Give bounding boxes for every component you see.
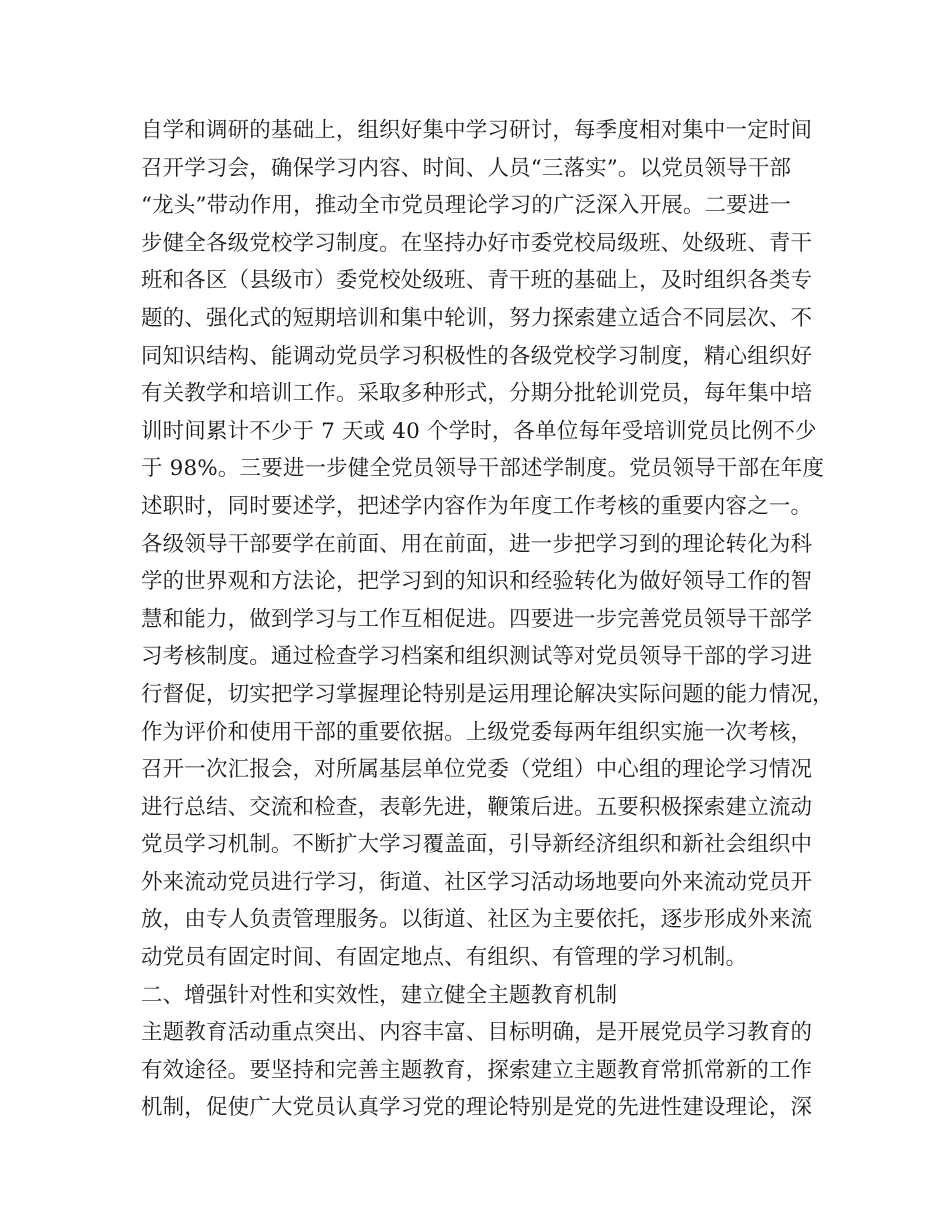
- text-line: 党员学习机制。不断扩大学习覆盖面，引导新经济组织和新社会组织中: [141, 832, 813, 858]
- text-line: 机制，促使广大党员认真学习党的理论特别是党的先进性建设理论，深: [141, 1095, 813, 1121]
- text-line: 班和各区（县级市）委党校处级班、青干班的基础上，及时组织各类专: [141, 268, 813, 294]
- text-line: 作为评价和使用干部的重要依据。上级党委每两年组织实施一次考核，: [141, 719, 813, 745]
- text-line: 行督促，切实把学习掌握理论特别是运用理论解决实际问题的能力情况，: [141, 681, 834, 707]
- text-line: 慧和能力，做到学习与工作互相促进。四要进一步完善党员领导干部学: [141, 606, 813, 632]
- text-line: 同知识结构、能调动党员学习积极性的各级党校学习制度，精心组织好: [141, 343, 813, 369]
- text-line: “龙头”带动作用，推动全市党员理论学习的广泛深入开展。二要进一: [141, 193, 792, 219]
- text-line: 召开一次汇报会，对所属基层单位党委（党组）中心组的理论学习情况: [141, 757, 813, 783]
- text-line: 训时间累计不少于 7 天或 40 个学时，各单位每年受培训党员比例不少: [141, 418, 817, 444]
- text-line: 有关教学和培训工作。采取多种形式，分期分批轮训党员，每年集中培: [141, 381, 813, 407]
- text-line: 述职时，同时要述学，把述学内容作为年度工作考核的重要内容之一。: [141, 493, 813, 519]
- text-line: 学的世界观和方法论，把学习到的知识和经验转化为做好领导工作的智: [141, 569, 813, 595]
- text-line: 召开学习会，确保学习内容、时间、人员“三落实”。以党员领导干部: [141, 155, 792, 181]
- document-body: [141, 112, 841, 1127]
- text-line: 于 98%。三要进一步健全党员领导干部述学制度。党员领导干部在年度: [141, 456, 825, 482]
- text-line: 自学和调研的基础上，组织好集中学习研讨，每季度相对集中一定时间: [141, 118, 813, 143]
- text-line: 动党员有固定时间、有固定地点、有组织、有管理的学习机制。: [141, 945, 748, 971]
- text-line: 有效途径。要坚持和完善主题教育，探索建立主题教育常抓常新的工作: [141, 1057, 813, 1083]
- text-line: 各级领导干部要学在前面、用在前面，进一步把学习到的理论转化为科: [141, 531, 813, 557]
- section-heading: 二、增强针对性和实效性，建立健全主题教育机制: [141, 982, 618, 1008]
- text-line: 步健全各级党校学习制度。在坚持办好市委党校局级班、处级班、青干: [141, 230, 813, 256]
- text-line: 外来流动党员进行学习，街道、社区学习活动场地要向外来流动党员开: [141, 869, 813, 895]
- text-line: 题的、强化式的短期培训和集中轮训，努力探索建立适合不同层次、不: [141, 305, 813, 331]
- text-line: 主题教育活动重点突出、内容丰富、目标明确，是开展党员学习教育的: [141, 1020, 813, 1046]
- text-line: 习考核制度。通过检查学习档案和组织测试等对党员领导干部的学习进: [141, 644, 813, 670]
- text-line: 进行总结、交流和检查，表彰先进，鞭策后进。五要积极探索建立流动: [141, 794, 813, 820]
- text-line: 放，由专人负责管理服务。以街道、社区为主要依托，逐步形成外来流: [141, 907, 813, 933]
